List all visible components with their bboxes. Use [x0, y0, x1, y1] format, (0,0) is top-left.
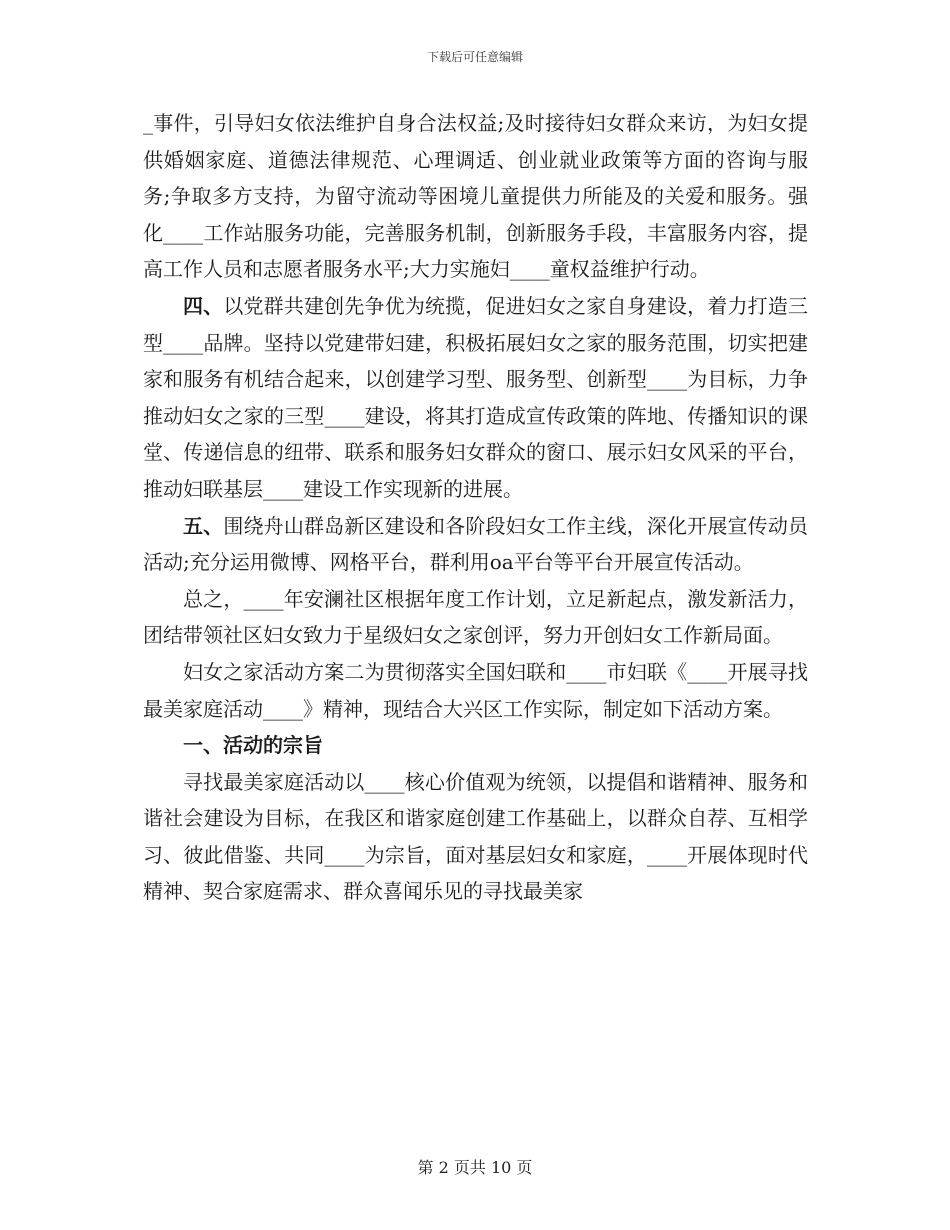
- paragraph-6: 寻找最美家庭活动以____核心价值观为统领，以提倡和谐精神、服务和谐社会建设为目标，在我区和谐家庭创建工作基础上，以群众自荐、互相学习、彼此借鉴、共同____为宗旨，面对基层妇女和家庭，____开展体现时代精神、契合家庭需求、群众喜闻乐见的寻找最美家: [143, 769, 808, 904]
- paragraph-2: [143, 288, 808, 508]
- page-header: 下载后可任意编辑: [426, 50, 523, 64]
- section-number: 四、: [183, 293, 224, 318]
- paragraph-text: 围绕舟山群岛新区建设和各阶段妇女工作主线，深化开展宣传动员活动;充分运用微博、网格平台，群利用oa平台等平台开展宣传活动。: [143, 513, 809, 575]
- section-number: 五、: [183, 513, 224, 538]
- page-footer: 第 2 页共 10 页: [417, 1158, 533, 1177]
- paragraph-text: 以党群共建创先争优为统揽，促进妇女之家自身建设，着力打造三型____品牌。坚持以党建带妇建，积极拓展妇女之家的服务范围，切实把建家和服务有机结合起来，以创建学习型、服务型、创新型____为目标，力争推动妇女之家的三型____建设，将其打造成宣传政策的阵地、传播知识的课堂、传递信息的纽带、联系和服务妇女群众的窗口、展示妇女风采的平台，推动妇联基层____建设工作实现新的进展。: [143, 293, 809, 501]
- paragraph-4: 总之，____年安澜社区根据年度工作计划，立足新起点，激发新活力，团结带领社区妇女致力于星级妇女之家创评，努力开创妇女工作新局面。: [143, 586, 808, 648]
- paragraph-5: 妇女之家活动方案二为贯彻落实全国妇联和____市妇联《____开展寻找最美家庭活动____》精神，现结合大兴区工作实际，制定如下活动方案。: [143, 659, 808, 721]
- section-heading: 一、活动的宗旨: [183, 733, 323, 758]
- document-body: [143, 105, 808, 910]
- paragraph-1: _事件，引导妇女依法维护自身合法权益;及时接待妇女群众来访，为妇女提供婚姻家庭、道德法律规范、心理调适、创业就业政策等方面的咨询与服务;争取多方支持，为留守流动等困境儿童提供力所能及的关爱和服务。强化____工作站服务功能，完善服务机制，创新服务手段，丰富服务内容，提高工作人员和志愿者服务水平;大力实施妇____童权益维护行动。: [143, 111, 808, 282]
- paragraph-3: [143, 508, 808, 581]
